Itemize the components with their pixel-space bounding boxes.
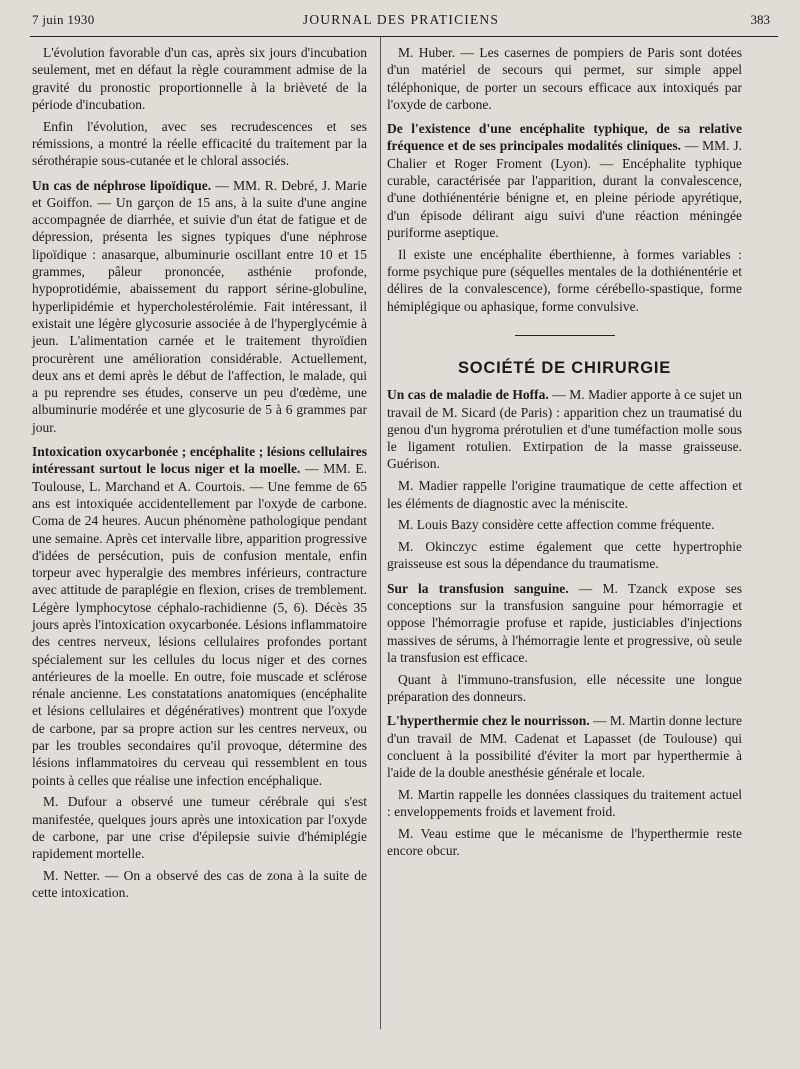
article-hyperthermie	[387, 712, 742, 781]
journal-title: JOURNAL DES PRATICIENS	[302, 12, 500, 27]
speaker-name: M. Dufour	[43, 794, 107, 810]
paragraph-immuno: Quant à l'immuno-transfusion, elle nécessite une longue préparation des donneurs.	[387, 671, 742, 704]
article-authors: — MM. E. Toulouse, L. Marchand et A. Courtois.	[32, 461, 367, 494]
article-body: — Un garçon de 15 ans, à la suite d'une angine accompagnée de diarrhée, et suivie d'un état de fatigue et de dépression, présenta les signes typiques d'une néphrose lipoïdique : anasarque, albuminurie oscillant entre 10 et 15 grammes, pâleur prononcée, asthénie profonde, hypoprotidémie, abaissement du rapport sérine-globuline, hyperlipidémie et hypercholestérolémie. Fait intéressant, il existait une légère glycosurie associée à de l'hyperglycémie à jeun. L'alimentation carnée et le traitement thyroïdien procurèrent une amélioration considérable. Actuellement, deux ans et demi après le début de l'affection, le malade, qui a pu reprendre ses études, conserve un peu d'œdème, une albuminurie modérée et une glycosurie de 5 à 6 grammes par jour.	[32, 194, 367, 435]
article-body: — M. Tzanck expose ses conceptions sur la transfusion sanguine pour hémorragie et oppose l'hémorragie profuse et rapide, justiciables d'injections massives de sérums, à l'hémorragie lente et progressive, où seule la transfusion est efficace.	[387, 580, 742, 665]
article-transfusion	[387, 580, 742, 666]
article-body: — Encéphalite typhique curable, caractérisée par l'apparition, durant la convalescence, d'une dothiénentérie bénigne et, en pleine période apyrétique, d'un épisode délirant aigu suivi d'une réaction méningée puriforme aseptique.	[387, 155, 742, 240]
speaker-text: — On a observé des cas de zona à la suite de cette intoxication.	[32, 868, 367, 901]
article-title: De l'existence d'une encéphalite typhique, de sa relative fréquence et de ses principales modalités cliniques.	[387, 121, 742, 154]
article-title: Un cas de maladie de Hoffa.	[387, 387, 549, 403]
paragraph-madier: M. Madier rappelle l'origine traumatique de cette affection et les éléments de diagnostic avec la méniscite.	[387, 478, 742, 511]
paragraph-evolution: L'évolution favorable d'un cas, après six jours d'incubation seulement, met en défaut la règle couramment admise de la gravité du pronostic proportionnelle à la brièveté de la période d'incubation.	[32, 45, 367, 112]
article-hoffa	[387, 386, 742, 472]
article-title: Intoxication oxycarbonée ; encéphalite ; lésions cellulaires intéressant surtout le locus niger et la moelle.	[32, 444, 367, 477]
article-nephrose	[32, 177, 367, 436]
section-title: SOCIÉTÉ DE CHIRURGIE	[457, 358, 672, 377]
article-body: — M. Martin donne lecture d'un travail de MM. Cadenat et Lapasset (de Toulouse) qui concluent à la possibilité d'éviter la mort par hyperthermie à l'aide de la double anesthésie générale et locale.	[387, 713, 742, 781]
speaker-name: M. Netter.	[43, 868, 100, 884]
paragraph-enfin: Enfin l'évolution, avec ses recrudescences et ses rémissions, a montré la réelle efficacité du traitement par la sérothérapie sous-cutanée et le chloral associés.	[32, 118, 367, 169]
paragraph-veau: M. Veau estime que le mécanisme de l'hyperthermie reste encore obcur.	[387, 826, 742, 859]
header-date: 7 juin 1930	[32, 12, 95, 27]
paragraph-formes: Il existe une encéphalite éberthienne, à formes variables : forme psychique pure (séquelles mentales de la dothiénentérie et délires de la convalescence), forme cérébello-spastique, forme hémiplégique ou aphasique, forme convulsive.	[387, 246, 742, 314]
article-intoxication	[32, 443, 367, 789]
page-number: 383	[750, 12, 770, 27]
page-header	[32, 12, 770, 32]
article-authors: — MM. R. Debré, J. Marie et Goiffon.	[32, 177, 367, 210]
left-column	[32, 44, 367, 906]
article-authors: — MM. J. Chalier et Roger Froment (Lyon).	[387, 138, 743, 171]
paragraph-huber	[387, 44, 742, 113]
column-divider	[380, 37, 381, 1029]
right-column	[387, 44, 742, 864]
article-title: Un cas de néphrose lipoïdique.	[32, 177, 212, 193]
speaker-name: M. Huber.	[398, 45, 456, 60]
paragraph-netter	[32, 867, 367, 902]
paragraph-okinczyc: M. Okinczyc estime également que cette hypertrophie graisseuse est sous la dépendance du traumatisme.	[387, 539, 742, 572]
speaker-text: — Les casernes de pompiers de Paris sont dotées d'un matériel de secours qui permet, sur simple appel téléphonique, de porter un secours efficace aux intoxiqués par l'oxyde de carbone.	[387, 45, 743, 112]
paragraph-bazy: M. Louis Bazy considère cette affection comme fréquente.	[398, 517, 715, 533]
paragraph-dufour	[32, 793, 367, 862]
paragraph-martin: M. Martin rappelle les données classiques du traitement actuel : enveloppements froids et lavement froid.	[387, 786, 742, 820]
article-body: — Une femme de 65 ans est intoxiquée accidentellement par l'oxyde de carbone. Coma de 24 heures. Aucun phénomène pathologique pendant une semaine. Après cet intervalle libre, apparition progressive d'idées de persécution, puis de confusion mentale, enfin torpeur avec hyperalgie des membres inférieurs, contracture avec attitude de paraplégie en flexion, crises de tremblement. Légère lymphocytose céphalo-rachidienne (5, 6). Décès 35 jours après l'intoxication oxycarbonée. Lésions inflammatoire des centres nerveux, lésions cellulaires profondes portant spécialement sur les cellules du locus niger et des cornes antérieures de la moelle. En outre, foie muscade et sclérose rénale ancienne. Les constatations anatomiques (encéphalite et lésions cellulaires et dégénératives) montrent que l'oxyde de carbone, par sa propre action sur les centres nerveux, ou par les troubles secondaires qu'il provoque, détermine des lésions inflammatoires du cerveau qui ressemblent en tous points à celles que réalise une infection encéphalique.	[32, 478, 367, 788]
article-title: Sur la transfusion sanguine.	[387, 580, 569, 596]
header-rule	[30, 36, 778, 37]
article-body: — M. Madier apporte à ce sujet un travail de M. Sicard (de Paris) : apparition chez un traumatisé du genou d'un hygroma prérotulien et d'une tuméfaction molle sous le ligament rotulien. Extirpation de la masse graisseuse. Guérison.	[387, 387, 742, 472]
article-encephalite	[387, 120, 742, 241]
speaker-text: a observé une tumeur cérébrale qui s'est manifestée, quelques jours après une intoxication par l'oxyde de carbone, par une crise d'épilepsie suivie d'hémiplégie rapidement mortelle.	[32, 794, 367, 862]
section-separator	[515, 335, 615, 336]
article-title: L'hyperthermie chez le nourrisson.	[387, 713, 590, 729]
